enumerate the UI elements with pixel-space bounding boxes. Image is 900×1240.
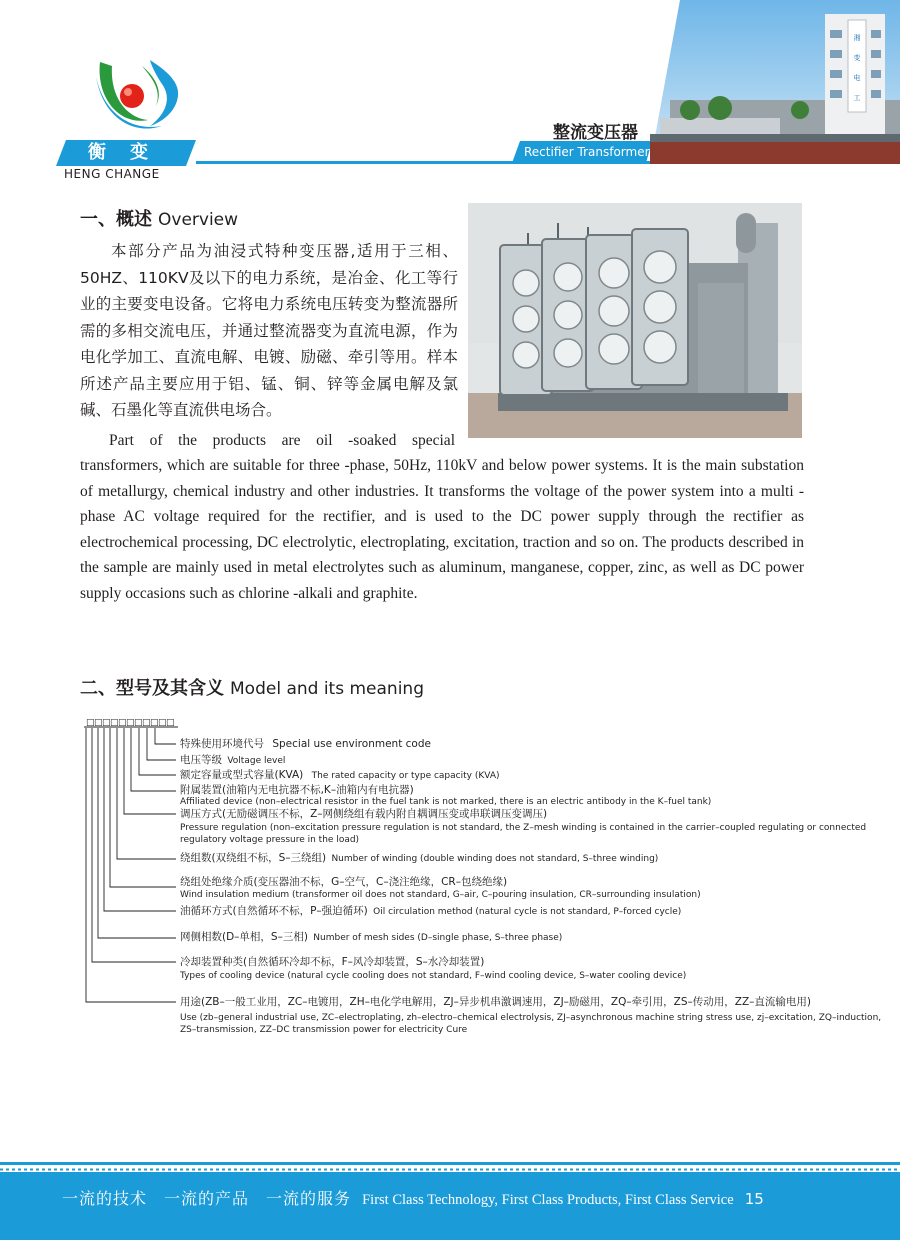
model-item-9 [180, 931, 562, 945]
model-item-9-cn: 网侧相数(D–单相，S–三相) [180, 931, 308, 943]
svg-text:工: 工 [853, 94, 861, 102]
page-number: 15 [744, 1190, 764, 1208]
model-item-10-cn: 冷却装置种类(自然循环冷却不标，F–风冷却装置，S–水冷却装置) [180, 956, 485, 968]
model-code-boxes: □□□□□□□□□□□ [86, 718, 175, 728]
model-item-1 [180, 738, 431, 751]
brand-name-cn: 衡变 [88, 142, 172, 163]
page-title-en: Rectifier Transformer [524, 145, 650, 159]
model-item-8-cn: 油循环方式(自然循环不标，P–强迫循环) [180, 905, 368, 917]
footer-slogan-cn: 一流的技术 一流的产品 一流的服务 [62, 1189, 352, 1208]
page-title-cn: 整流变压器 [553, 123, 638, 143]
rectifier-transformer-photo [468, 203, 802, 438]
model-item-11-en-line2: ZS–transmission, ZZ–DC transmission power for electricity Cure [180, 1025, 468, 1035]
model-item-3-cn: 额定容量或型式容量(KVA) [180, 769, 304, 781]
svg-text:电: 电 [853, 74, 861, 82]
footer-dotted-rule [0, 1168, 900, 1171]
model-item-11-en-line1: Use (zb–general industrial use, ZC–electroplating, zh–electro–chemical electrolysis, ZJ–asynchronous machine string stress use, zj–excitation, ZQ–induction, [180, 1013, 882, 1023]
company-logo [92, 56, 188, 138]
model-item-3 [180, 769, 500, 783]
factory-photo [650, 0, 900, 164]
model-heading-cn: 二、型号及其含义 [80, 678, 224, 699]
svg-text:变: 变 [853, 54, 861, 62]
model-item-11-cn: 用途(ZB–一般工业用，ZC–电镀用，ZH–电化学电解用，ZJ–异步机串激调速用，ZJ–励磁用，ZQ–牵引用，ZS–传动用，ZZ–直流输电用) [180, 996, 811, 1008]
overview-heading-en: Overview [158, 210, 239, 230]
model-item-4-cn: 附属装置(油箱内无电抗器不标,K–油箱内有电抗器) [180, 784, 414, 796]
brand-name-en: HENG CHANGE [64, 167, 160, 181]
model-heading [80, 674, 424, 700]
model-item-6 [180, 852, 658, 866]
model-item-5-en-line2: regulatory voltage pressure in the load) [180, 835, 360, 845]
overview-paragraph-en-first-line: Part of the products are oil -soaked special [109, 432, 455, 449]
model-item-2 [180, 754, 285, 768]
model-item-9-en: Number of mesh sides (D–single phase, S–three phase) [313, 933, 563, 943]
model-item-10-en: Types of cooling device (natural cycle cooling does not standard, F–wind cooling device, S–water cooling device) [180, 971, 687, 981]
model-item-7-en: Wind insulation medium (transformer oil does not standard, G–air, C–pouring insulation, CR–surrounding insulation) [180, 890, 701, 900]
model-item-5-cn: 调压方式(无励磁调压不标，Z–网侧绕组有载内附自耦调压变或串联调压变调压) [180, 808, 548, 820]
footer-slogan-en: First Class Technology, First Class Products, First Class Service [362, 1192, 734, 1208]
overview-paragraph-cn: 本部分产品为油浸式特种变压器,适用于三相、50HZ、110KV及以下的电力系统，是冶金、化工等行业的主要变电设备。它将电力系统电压转变为整流器所需的多相交流电压，并通过整流器变为直流电源，作为电化学加工、直流电解、电镀、励磁、牵引等用。样本所述产品主要应用于铝、锰、铜、锌等金属电解及氯碱、石墨化等直流供电场合。 [80, 242, 458, 419]
svg-text:湘: 湘 [853, 34, 861, 42]
overview-paragraph-en: transformers, which are suitable for three -phase, 50Hz, 110kV and below power systems. It is the main substation of metallurgy, chemical industry and other industries. It transforms the voltage of the power system into a multi -phase AC voltage required for the rectifier, and is used to the DC power supply through the rectifier as electrochemical processing, DC electrolytic, electroplating, excitation, traction and so on. The products described in the sample are mainly used in metal electrolytes such as aluminum, manganese, copper, zinc, as well as DC power supply occasions such as chlorine -alkali and graphite. [80, 457, 804, 602]
model-item-2-en: Voltage level [227, 756, 286, 766]
model-item-1-en: Special use environment code [272, 738, 431, 750]
model-item-4-en: Affiliated device (non–electrical resistor in the fuel tank is not marked, there is an electric antibody in the K–fuel tank) [180, 797, 712, 807]
model-item-7-cn: 绕组处绝缘介质(变压器油不标，G–空气，C–浇注绝缘，CR–包绕绝缘) [180, 876, 508, 888]
model-item-6-cn: 绕组数(双绕组不标，S–三绕组) [180, 852, 327, 864]
model-item-6-en: Number of winding (double winding does not standard, S–three winding) [331, 854, 659, 864]
footer-rule [0, 1162, 900, 1165]
overview-heading [80, 205, 238, 231]
overview-heading-cn: 一、概述 [80, 209, 152, 230]
model-item-8 [180, 905, 681, 919]
model-item-1-cn: 特殊使用环境代号 [180, 738, 264, 750]
model-item-5-en-line1: Pressure regulation (non–excitation pressure regulation is not standard, the Z–mesh winding is contained in the carrier–coupled regulating or connected [180, 823, 867, 833]
model-heading-en: Model and its meaning [230, 679, 424, 699]
model-item-3-en: The rated capacity or type capacity (KVA) [311, 771, 500, 781]
model-item-2-cn: 电压等级 [180, 754, 222, 766]
model-item-8-en: Oil circulation method (natural cycle is not standard, P–forced cycle) [373, 907, 682, 917]
footer-slogan [62, 1186, 764, 1209]
